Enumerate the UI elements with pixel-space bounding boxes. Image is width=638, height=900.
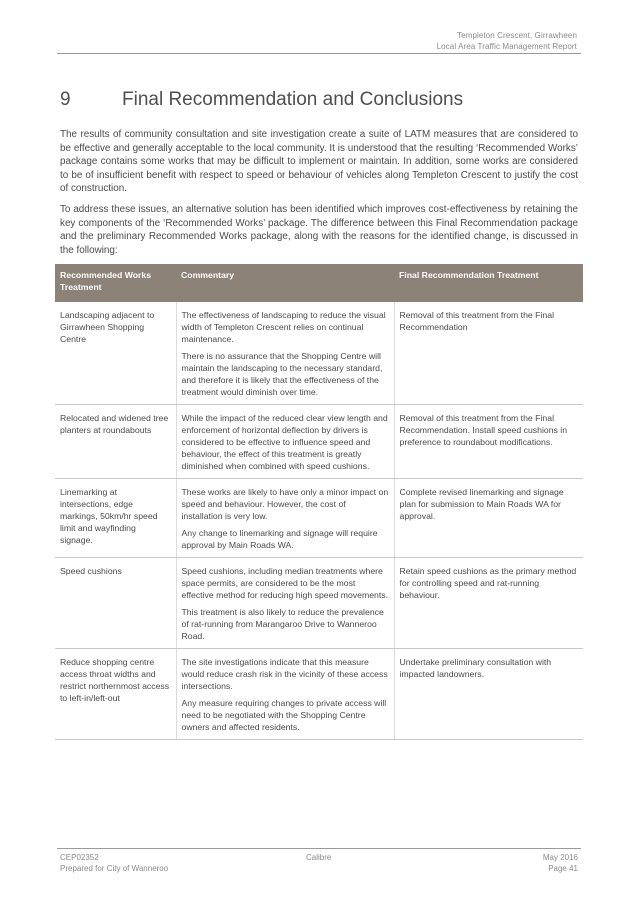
final-treatment-cell: Complete revised linemarking and signage plan for submission to Main Roads WA for approval. [394,479,583,558]
commentary-text: The site investigations indicate that this measure would reduce crash risk in the vicinity of these access intersections. [181,657,388,691]
treatment-cell: Speed cushions [55,558,176,649]
final-treatment-cell: Removal of this treatment from the Final Recommendation. Install speed cushions in preference to roundabout modifications. [394,405,583,479]
commentary-cell [176,479,394,558]
header-report-title: Local Area Traffic Management Report [436,42,577,51]
final-treatment-cell: Undertake preliminary consultation with impacted landowners. [394,649,583,740]
commentary-text: There is no assurance that the Shopping Centre will maintain the landscaping to the necessary standard, and therefore it is likely that the effectiveness of the treatment would diminish over time. [181,351,383,397]
footer-left [60,852,168,874]
final-treatment-cell: Removal of this treatment from the Final Recommendation [394,302,583,405]
commentary-text: While the impact of the reduced clear view length and enforcement of horizontal deflection by drivers is considered to be effective to influence speed and behaviour, the effect of this treatment is greatly diminished when combined with speed cushions. [181,413,388,471]
table-header-row [55,264,583,302]
treatment-cell: Landscaping adjacent to Girrawheen Shopping Centre [55,302,176,405]
footer-right [543,852,578,874]
header-project-name: Templeton Crescent, Girrawheen [457,31,577,40]
treatment-cell: Relocated and widened tree planters at roundabouts [55,405,176,479]
section-heading [60,89,463,111]
commentary-text: These works are likely to have only a minor impact on speed and behaviour. However, the cost of installation is very low. [181,487,389,521]
header-divider [57,53,581,54]
commentary-text: The effectiveness of landscaping to reduce the visual width of Templeton Crescent relies on continual maintenance. [181,310,386,344]
table-row [55,649,583,740]
footer-divider [57,848,581,849]
header-treatment: Recommended Works Treatment [55,264,176,302]
commentary-cell [176,649,394,740]
intro-paragraph: The results of community consultation and site investigation create a suite of LATM measures that are considered to be effective and generally acceptable to the local community. It is understood that the resulting ‘Recommended Works’ package contains some works that may be difficult to implement or maintain. In addition, some works are considered to be of insufficient benefit with respect to speed or behaviour of vehicles along Templeton Crescent to justify the cost of construction. [60,129,578,195]
commentary-text: Any measure requiring changes to private access will need to be negotiated with the Shopping Centre owners and affected residents. [181,698,387,732]
alternative-solution-paragraph: To address these issues, an alternative solution has been identified which improves cost-effectiveness by retaining the key components of the ‘Recommended Works’ package. The difference between this Final Recommendation package and the preliminary Recommended Works package, along with the reasons for the identified change, is discussed in the following: [60,204,578,256]
table-row [55,479,583,558]
footer-company: Calibre [306,853,332,862]
table-row [55,302,583,405]
section-number: 9 [60,89,71,110]
treatment-cell: Linemarking at intersections, edge markings, 50km/hr speed limit and wayfinding signage. [55,479,176,558]
footer-date: May 2016 [542,853,578,862]
table-row [55,405,583,479]
recommendation-table [55,264,583,740]
commentary-text: This treatment is also likely to reduce the prevalence of rat-running from Marangaroo Drive to Wanneroo Road. [181,607,384,641]
treatment-cell: Reduce shopping centre access throat widths and restrict northernmost access to left-in/left-out [55,649,176,740]
commentary-cell [176,302,394,405]
commentary-text: Any change to linemarking and signage will require approval by Main Roads WA. [181,528,378,550]
commentary-text: Speed cushions, including median treatments where space permits, are considered to be the most effective method for reducing high speed movements. [181,566,389,600]
section-title: Final Recommendation and Conclusions [122,89,464,110]
final-treatment-cell: Retain speed cushions as the primary method for controlling speed and rat-running behaviour. [394,558,583,649]
header-commentary: Commentary [176,264,394,302]
table-row [55,558,583,649]
commentary-cell [176,405,394,479]
commentary-cell [176,558,394,649]
running-header [437,30,577,52]
footer-doc-number: CEP02352 [60,853,99,862]
page-number: Page 41 [548,864,578,873]
header-final-treatment: Final Recommendation Treatment [394,264,583,302]
footer-prepared-for: Prepared for City of Wanneroo [60,864,169,873]
